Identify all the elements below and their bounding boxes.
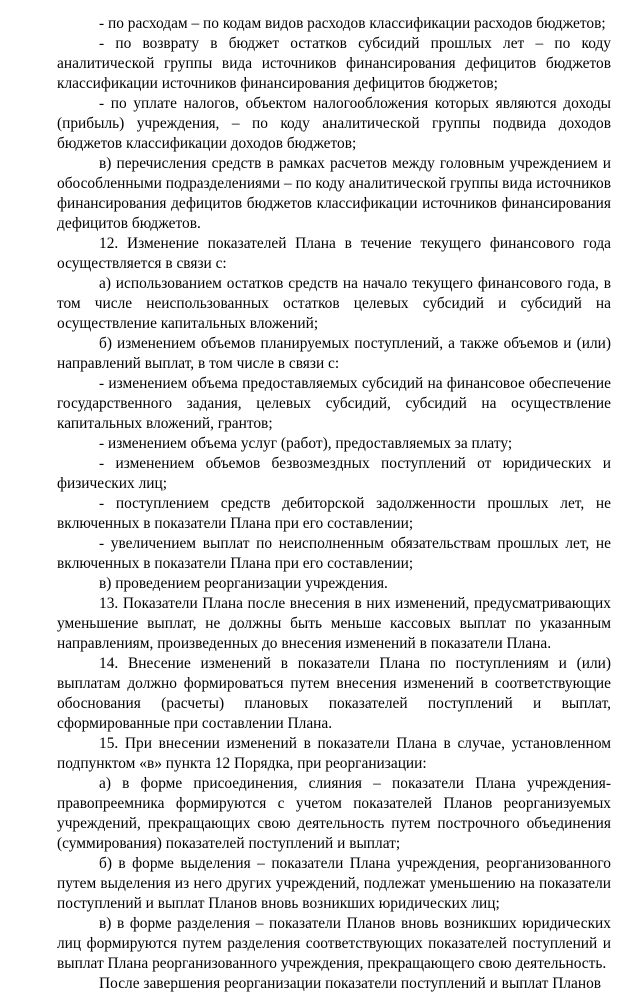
paragraph-item-12v: в) проведением реорганизации учреждения.	[99, 575, 388, 592]
paragraph-gratuitous-receipts: - изменением объемов безвозмездных поступлений от юридических и физических лиц;	[57, 455, 611, 492]
paragraph-subsidy-change: - изменением объема предоставляемых субсидий на финансовое обеспечение государственного задания, целевых субсидий, субсидий на осуществление капитальных вложений, грантов;	[57, 375, 611, 432]
paragraph-item-14: 14. Внесение изменений в показатели Плана по поступлениям и (или) выплатам должно формироваться путем внесения изменений в соответствующие обоснования (расчеты) плановых показателей поступлений и выплат, сформированные при составлении Плана.	[57, 655, 611, 732]
paragraph-receivables: - поступлением средств дебиторской задолженности прошлых лет, не включенных в показатели Плана при его составлении;	[57, 495, 611, 532]
paragraph-item-13: 13. Показатели Плана после внесения в них изменений, предусматривающих уменьшение выплат, не должны быть меньше кассовых выплат по указанным направлениям, произведенных до внесения изменений в показатели Плана.	[57, 595, 611, 652]
paragraph-item-15v: в) в форме разделения – показатели Планов вновь возникших юридических лиц формируются путем разделения соответствующих показателей поступлений и выплат Плана реорганизованного учреждения, прекращающего свою деятельность.	[57, 915, 611, 972]
document-page	[57, 14, 611, 994]
paragraph-item-12a: а) использованием остатков средств на начало текущего финансового года, в том числе неиспользованных остатков целевых субсидий и субсидий на осуществление капитальных вложений;	[57, 275, 611, 332]
paragraph-expenses-codes: - по расходам – по кодам видов расходов классификации расходов бюджетов;	[99, 15, 606, 32]
paragraph-paid-services: - изменением объема услуг (работ), предоставляемых за плату;	[99, 435, 513, 452]
paragraph-item-15b: б) в форме выделения – показатели Плана учреждения, реорганизованного путем выделения из него других учреждений, подлежат уменьшению на показатели поступлений и выплат Планов вновь возникших юридических лиц;	[57, 855, 611, 912]
paragraph-item-15: 15. При внесении изменений в показатели Плана в случае, установленном подпунктом «в» пункта 12 Порядка, при реорганизации:	[57, 735, 611, 772]
paragraph-subsidy-return: - по возврату в бюджет остатков субсидий прошлых лет – по коду аналитической группы вида источников финансирования дефицитов бюджетов классификации источников финансирования дефицитов бюджетов;	[57, 35, 611, 92]
paragraph-tax-payment: - по уплате налогов, объектом налогообложения которых являются доходы (прибыль) учреждения, – по коду аналитической группы подвида доходов бюджетов классификации доходов бюджетов;	[57, 95, 611, 152]
paragraph-item-12: 12. Изменение показателей Плана в течение текущего финансового года осуществляется в связи с:	[57, 235, 611, 272]
paragraph-transfers: в) перечисления средств в рамках расчетов между головным учреждением и обособленными подразделениями – по коду аналитической группы вида источников финансирования дефицитов бюджетов классификации источников финансирования дефицитов бюджетов.	[57, 155, 611, 232]
paragraph-item-15a: а) в форме присоединения, слияния – показатели Плана учреждения-правопреемника формируются с учетом показателей Планов реорганизуемых учреждений, прекращающих свою деятельность путем построчного объединения (суммирования) показателей поступлений и выплат;	[57, 775, 611, 852]
paragraph-unfulfilled-obligations: - увеличением выплат по неисполненным обязательствам прошлых лет, не включенных в показатели Плана при его составлении;	[57, 535, 611, 572]
paragraph-after-reorganization: После завершения реорганизации показатели поступлений и выплат Планов	[99, 975, 602, 992]
paragraph-item-12b: б) изменением объемов планируемых поступлений, а также объемов и (или) направлений выплат, в том числе в связи с:	[57, 335, 611, 372]
